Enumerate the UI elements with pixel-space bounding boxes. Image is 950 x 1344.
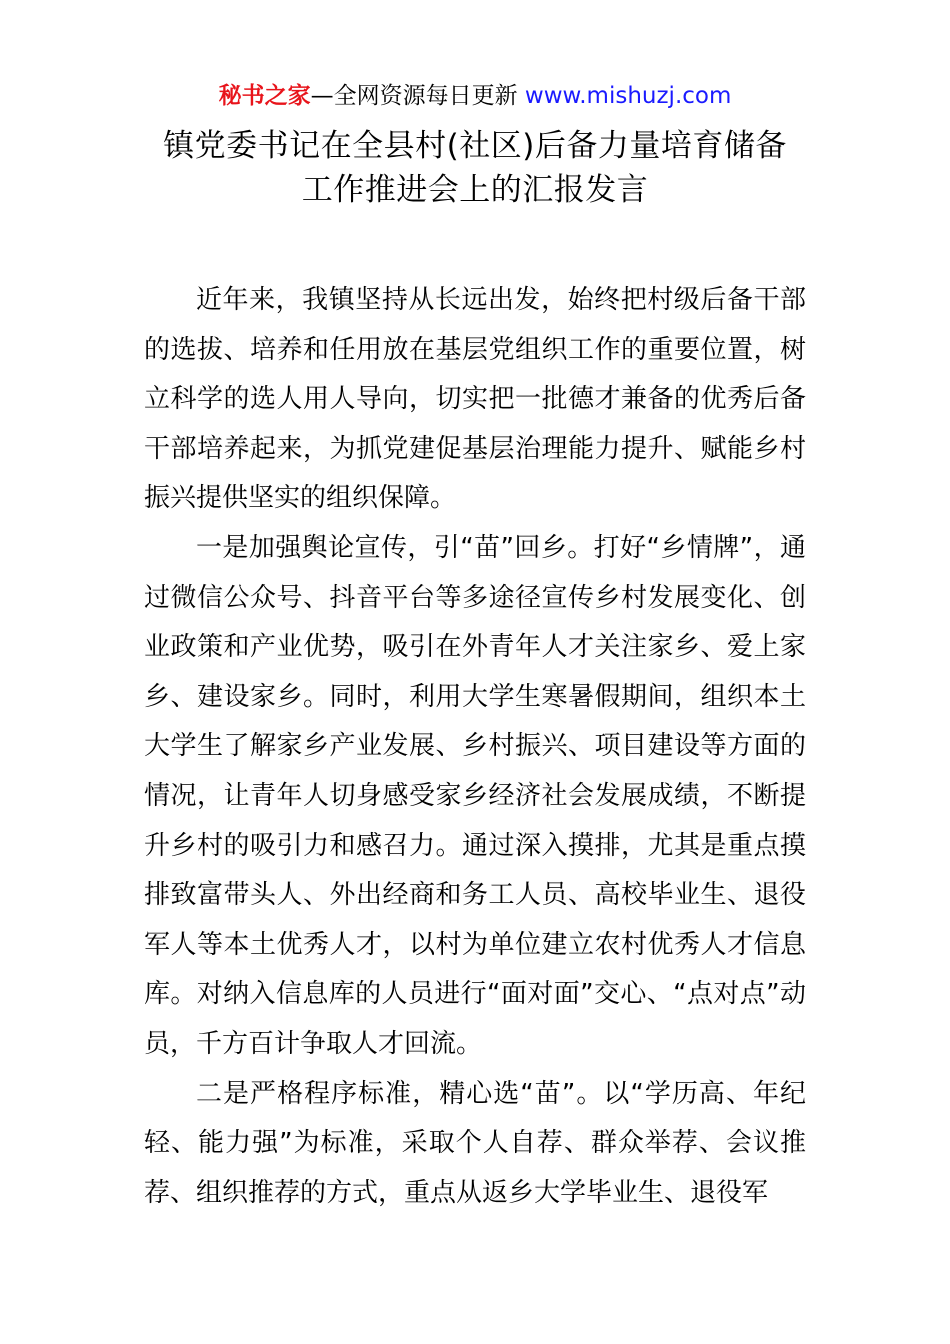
body-paragraph-selection: 二是严格程序标准，精心选“苗”。以“学历高、年纪轻、能力强”为标准，采取个人自荐、群众举荐、会议推荐、组织推荐的方式，重点从返乡大学毕业生、退役军: [144, 1078, 806, 1208]
site-url-link[interactable]: www.mishuzj.com: [524, 83, 732, 109]
title-line-2: 工作推进会上的汇报发言: [301, 172, 649, 208]
site-header: [0, 80, 950, 112]
document-body: [144, 276, 806, 1218]
body-paragraph-publicity: 一是加强舆论宣传，引“苗”回乡。打好“乡情牌”，通过微信公众号、抖音平台等多途径宣传乡村发展变化、创业政策和产业优势，吸引在外青年人才关注家乡、爱上家乡、建设家乡。同时，利用大学生寒暑假期间，组织本土大学生了解家乡产业发展、乡村振兴、项目建设等方面的情况，让青年人切身感受家乡经济社会发展成绩，不断提升乡村的吸引力和感召力。通过深入摸排，尤其是重点摸排致富带头人、外出经商和务工人员、高校毕业生、退役军人等本土优秀人才，以村为单位建立农村优秀人才信息库。对纳入信息库的人员进行“面对面”交心、“点对点”动员，千方百计争取人才回流。: [144, 532, 806, 1059]
title-line-1: 镇党委书记在全县村(社区)后备力量培育储备: [163, 128, 787, 164]
site-brand: 秘书之家: [218, 83, 311, 109]
document-title: [0, 124, 950, 212]
body-paragraph-intro: 近年来，我镇坚持从长远出发，始终把村级后备干部的选拔、培养和任用放在基层党组织工作的重要位置，树立科学的选人用人导向，切实把一批德才兼备的优秀后备干部培养起来，为抓党建促基层治理能力提升、赋能乡村振兴提供坚实的组织保障。: [144, 285, 806, 514]
site-tagline: —全网资源每日更新: [310, 83, 518, 109]
